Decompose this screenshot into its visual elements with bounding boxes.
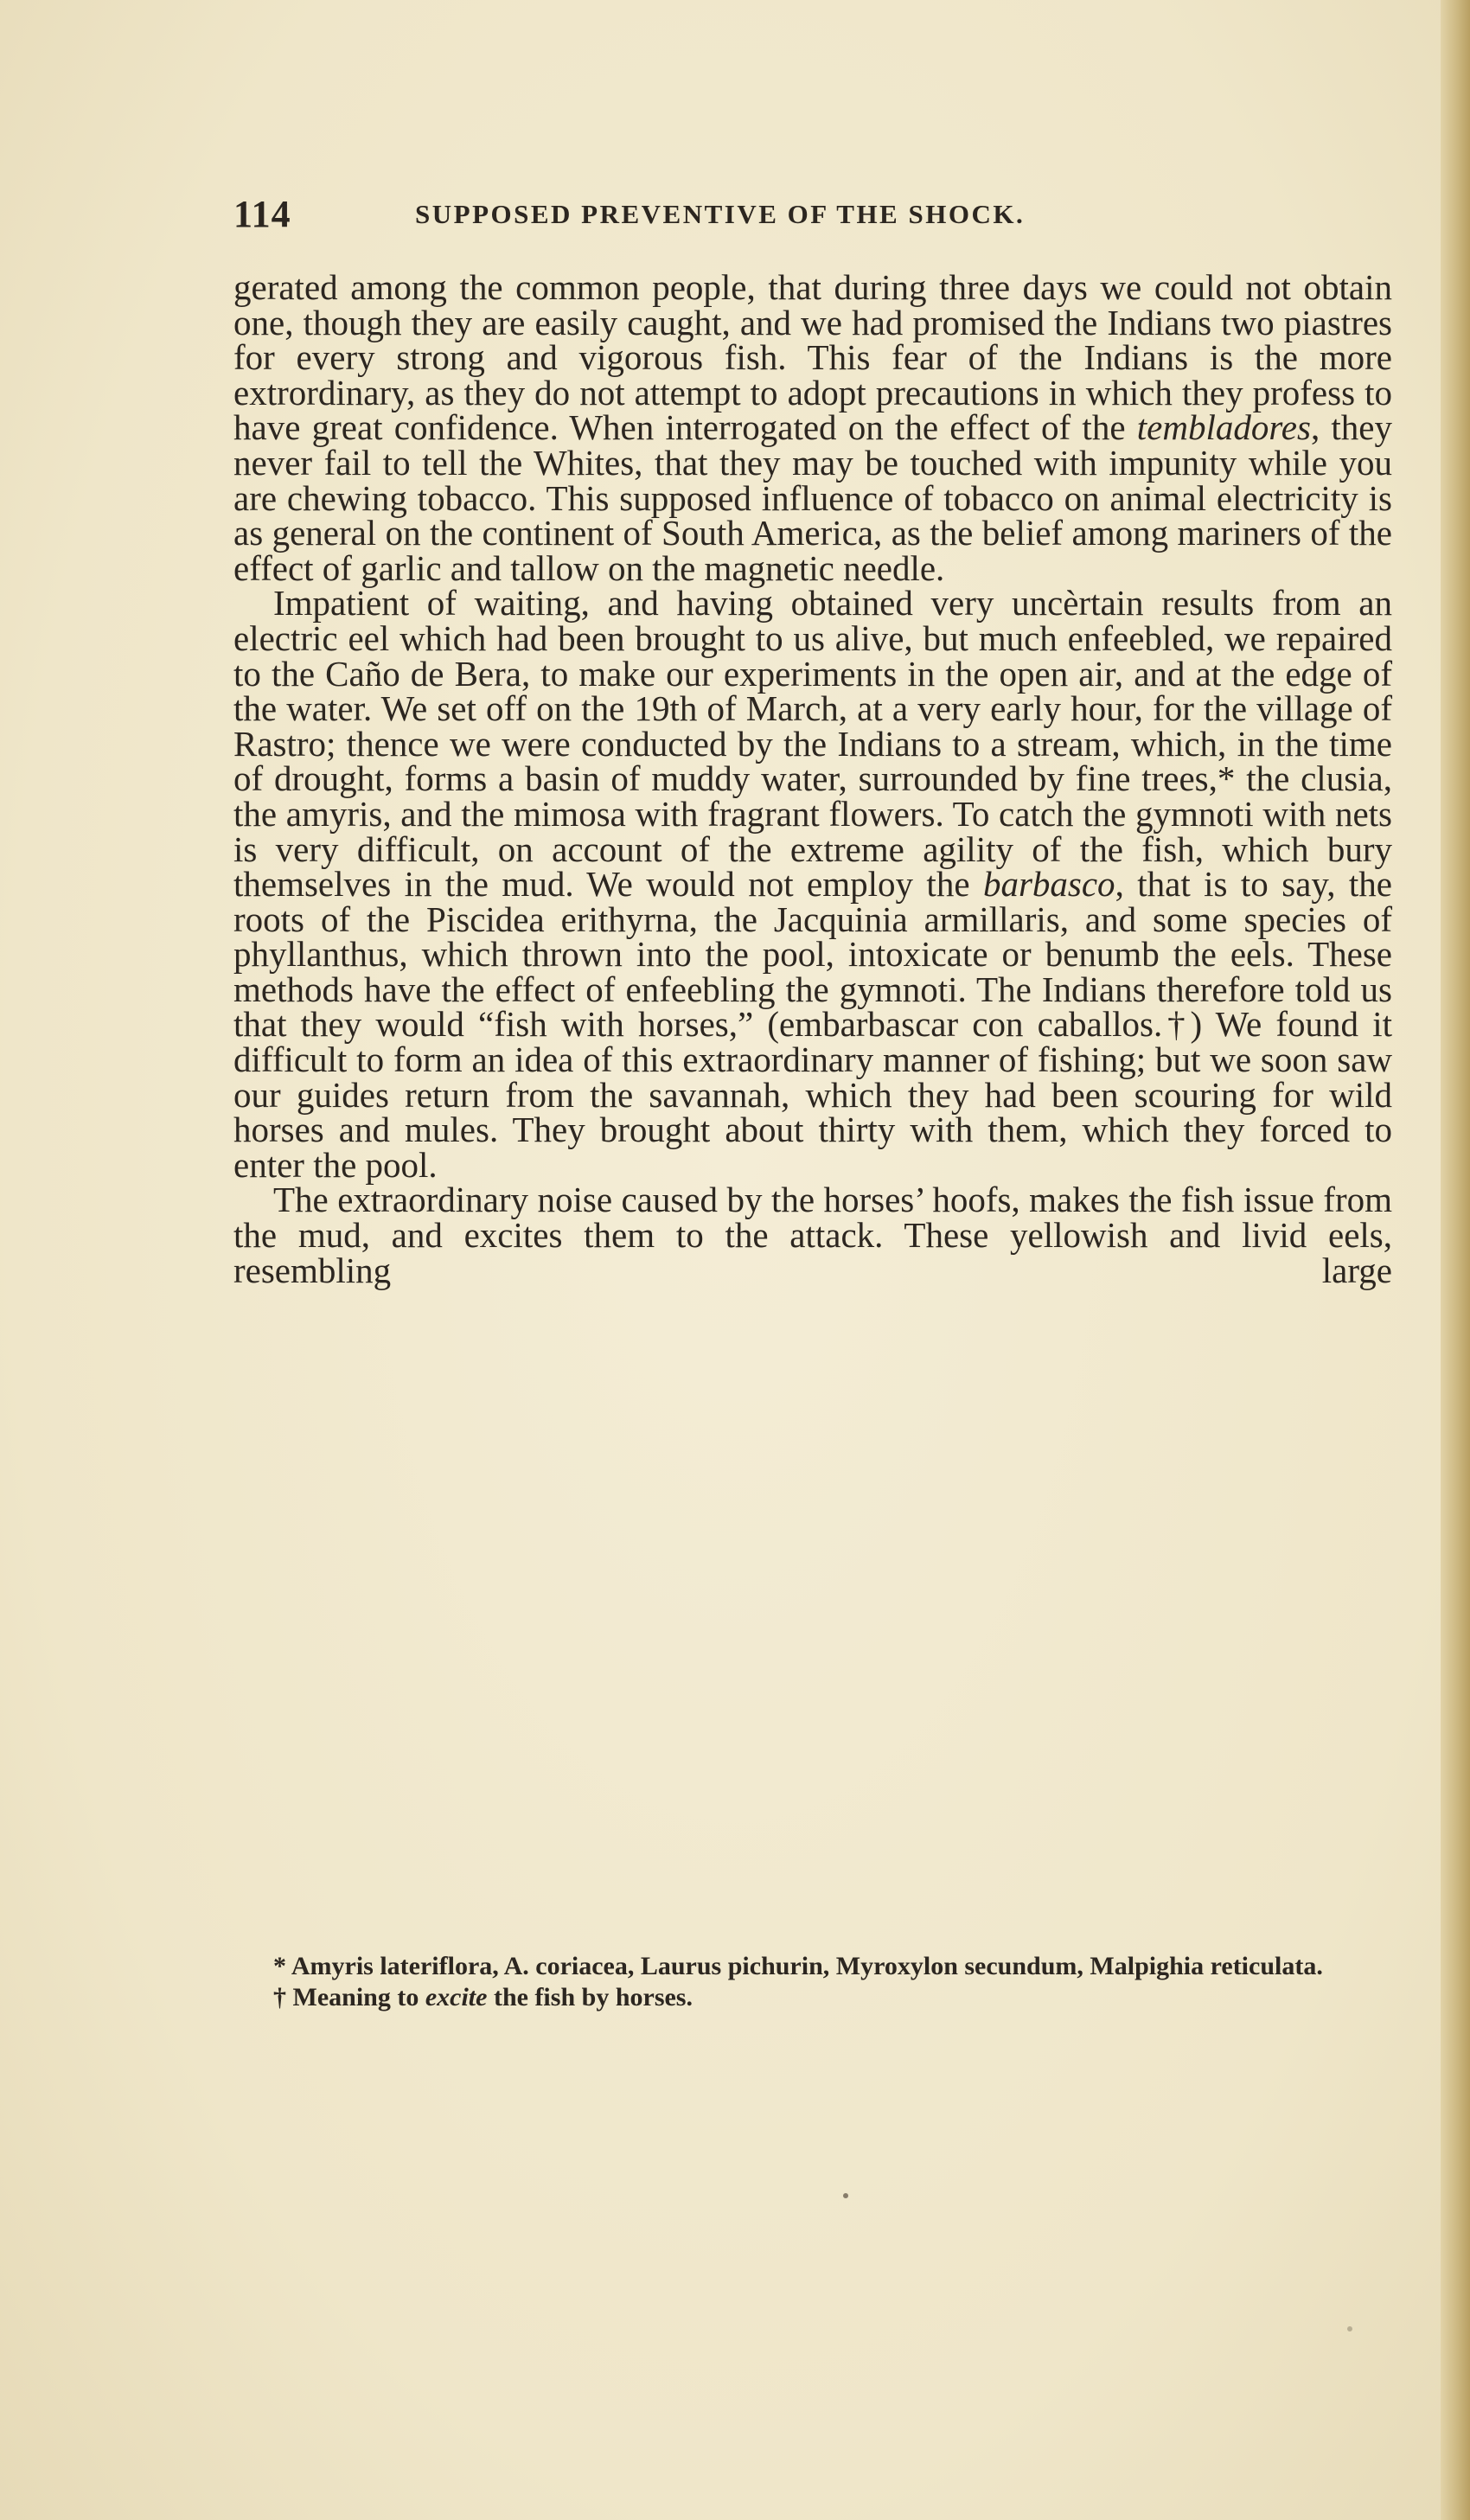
paragraph-2 [233,583,1392,1185]
paper-speck [843,2193,848,2198]
paragraph-3 [233,1182,1392,1288]
page-edge-shadow [1441,0,1470,2520]
page-number: 114 [233,193,291,235]
footnote-1-text: * Amyris lateriflora, A. coriacea, Laurus pichurin, Myroxylon secundum, Malpighia reticulata. [273,1952,1323,1980]
paragraph-1 [233,267,1392,588]
body-text [233,267,1392,1290]
paragraph-1-text-a: gerated among the common people, that during three days we could not obtain one, though they are easily caught, and we had promised the Indians two piastres for every strong and vigorous fish. This fear of the Indians is the more extrordinary, as they do not attempt to adopt precautions in which they profess to have great confidence. When interrogated on the effect of the [233,267,1392,448]
page-header [233,192,1392,240]
footnote-2-text-a: † Meaning to [273,1983,425,2012]
footnote-2-text-b: the fish by horses. [487,1983,693,2012]
paragraph-2-text-b: , that is to say, the roots of the Piscidea erithyrna, the Jacquinia armillaris, and some species of phyllanthus, which thrown into the pool, intoxicate or benumb the eels. These methods have the effect of enfeebling the gymnoti. The Indians therefore told us that they would “fish with horses,” (embarbascar con caballos.†) We found it difficult to form an idea of this extraordinary manner of fishing; but we soon saw our guides return from the savannah, which they had been scouring for wild horses and mules. They brought about thirty with them, which they forced to enter the pool. [233,864,1392,1185]
italic-term-excite: excite [425,1983,488,2012]
paragraph-3-text: The extraordinary noise caused by the horses’ hoofs, makes the fish issue from the mud, and excites them to the attack. These yellowish and livid eels, resembling large [233,1180,1392,1290]
footnote-1 [233,1951,1392,1982]
footnote-2 [233,1982,1392,2013]
paper-speck [1347,2326,1352,2331]
paragraph-1-text-b: , they never fail to tell the Whites, that they may be touched with impunity while you are chewing tobacco. This supposed influence of tobacco on animal electricity is as general on the continent of South America, as the belief among mariners of the effect of garlic and tallow on the magnetic needle. [233,407,1392,588]
paragraph-2-text-a: Impatient of waiting, and having obtained very uncèrtain results from an electric eel which had been brought to us alive, but much enfeebled, we repaired to the Caño de Bera, to make our experiments in the open air, and at the edge of the water. We set off on the 19th of March, at a very early hour, for the village of Rastro; thence we were conducted by the Indians to a stream, which, in the time of drought, forms a basin of muddy water, surrounded by fine trees,* the clusia, the amyris, and the mimosa with fragrant flowers. To catch the gymnoti with nets is very difficult, on account of the extreme agility of the fish, which bury themselves in the mud. We would not employ the [233,583,1392,905]
italic-term-tembladores: tembladores [1136,407,1311,448]
italic-term-barbasco: barbasco [982,864,1115,905]
footnotes [233,1951,1392,2013]
running-head: SUPPOSED PREVENTIVE OF THE SHOCK. [415,199,1026,229]
